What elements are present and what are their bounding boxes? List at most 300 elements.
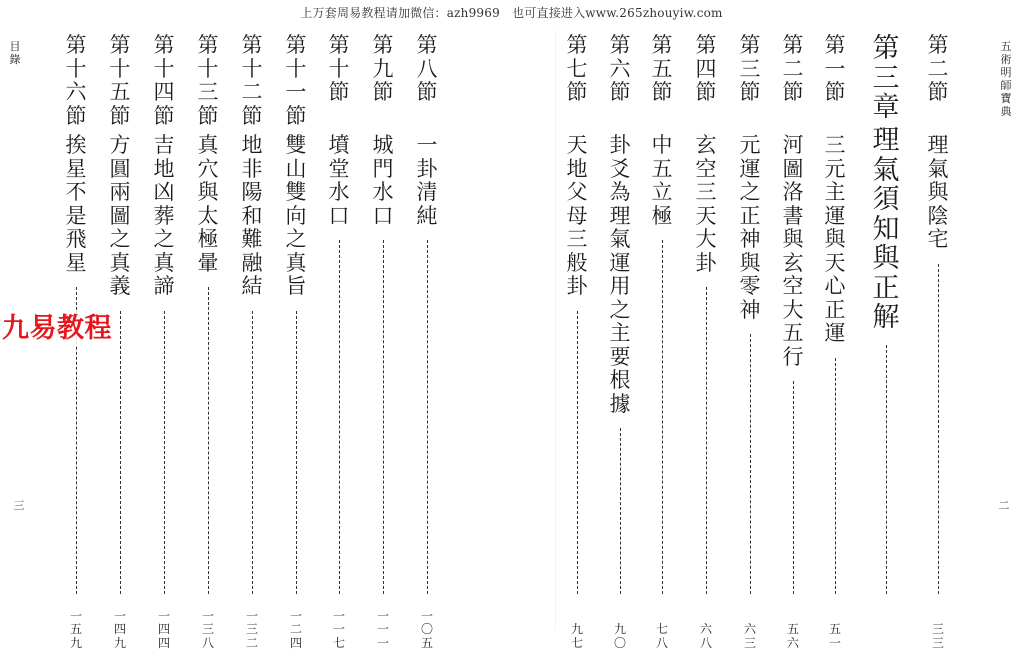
toc-entry[interactable] [689, 34, 723, 654]
section-label [689, 34, 723, 105]
section-title [59, 134, 93, 275]
dotted-leader [427, 240, 428, 594]
glyph: 圓 [109, 156, 131, 181]
glyph: 和 [241, 203, 263, 228]
glyph: 節 [65, 103, 87, 128]
section-title [689, 134, 723, 275]
section-title [560, 134, 594, 299]
glyph: 為 [609, 180, 631, 204]
glyph: 八 [655, 635, 668, 650]
glyph: 一 [828, 635, 841, 650]
page-number [689, 623, 723, 650]
dotted-leader [296, 311, 297, 595]
glyph: 地 [153, 156, 175, 181]
section-title [103, 134, 137, 299]
glyph: 據 [609, 391, 631, 416]
glyph: 知 [872, 213, 900, 245]
glyph: 真 [153, 250, 175, 275]
glyph: 一 [824, 56, 846, 81]
glyph: 空 [695, 156, 717, 181]
glyph: 節 [241, 103, 263, 128]
glyph: 節 [328, 80, 350, 104]
glyph: 目 [9, 40, 21, 53]
section-title [869, 126, 903, 333]
dotted-leader [793, 381, 794, 594]
glyph: 理 [872, 125, 900, 156]
glyph: 一 [289, 608, 302, 623]
glyph: 八 [201, 635, 214, 650]
glyph: 不 [65, 180, 87, 204]
glyph: 三 [13, 499, 25, 512]
glyph: 一 [376, 635, 389, 650]
toc-entry[interactable] [921, 34, 955, 654]
glyph: 錄 [9, 53, 21, 66]
glyph: 第 [328, 33, 350, 57]
glyph: 空 [782, 274, 804, 298]
glyph: 二 [782, 56, 804, 81]
glyph: 根 [609, 368, 631, 392]
glyph: 第 [609, 33, 631, 57]
glyph: 明 [1000, 66, 1012, 79]
glyph: 第 [651, 33, 673, 57]
glyph: 節 [197, 103, 219, 128]
toc-entry[interactable] [366, 34, 400, 654]
left-spine-top [8, 40, 22, 66]
glyph: 一 [416, 133, 438, 157]
glyph: 四 [113, 622, 126, 636]
glyph: 節 [927, 80, 949, 104]
dotted-leader [620, 428, 621, 594]
glyph: 行 [782, 344, 804, 369]
glyph: 七 [655, 622, 668, 636]
section-title [818, 134, 852, 346]
glyph: 三 [739, 56, 761, 81]
glyph: 旨 [285, 274, 307, 298]
glyph: 四 [289, 635, 302, 650]
glyph: 節 [609, 80, 631, 104]
section-label [322, 34, 356, 105]
glyph: 零 [739, 274, 761, 298]
section-label [645, 34, 679, 105]
section-title [410, 134, 444, 228]
toc-entry[interactable] [279, 34, 313, 654]
section-title [235, 134, 269, 299]
glyph: 卦 [609, 133, 631, 157]
glyph: 母 [566, 203, 588, 228]
glyph: 第 [739, 33, 761, 57]
glyph: 三 [197, 80, 219, 104]
page-number [645, 623, 679, 650]
glyph: 般 [566, 250, 588, 275]
glyph: 運 [739, 156, 761, 181]
glyph: 一 [69, 608, 82, 623]
glyph: 爻 [609, 156, 631, 181]
glyph: 六 [609, 56, 631, 81]
glyph: 七 [332, 635, 345, 650]
glyph: 難 [241, 227, 263, 251]
glyph: 挨 [65, 133, 87, 157]
glyph: 玄 [695, 133, 717, 157]
glyph: 洛 [782, 180, 804, 204]
page-number [733, 623, 767, 650]
glyph: 極 [651, 203, 673, 228]
glyph: 六 [65, 80, 87, 104]
glyph: 五 [420, 635, 433, 650]
glyph: 山 [285, 156, 307, 181]
glyph: 星 [65, 156, 87, 181]
glyph: 章 [872, 92, 900, 123]
glyph: 結 [241, 274, 263, 298]
section-label [59, 34, 93, 128]
glyph: 三 [245, 622, 258, 636]
dotted-leader [577, 311, 578, 595]
glyph: 雙 [285, 180, 307, 204]
dotted-leader [252, 311, 253, 595]
glyph: 凶 [153, 180, 175, 204]
glyph: 九 [113, 635, 126, 650]
glyph: 是 [65, 203, 87, 228]
glyph: 十 [197, 56, 219, 81]
glyph: 星 [65, 250, 87, 275]
glyph: 與 [872, 243, 900, 274]
glyph: 元 [824, 156, 846, 181]
glyph: 四 [157, 635, 170, 650]
toc-entry[interactable] [410, 34, 444, 654]
glyph: 第 [782, 33, 804, 57]
glyph: 向 [285, 203, 307, 228]
page-number [921, 623, 955, 650]
section-title [147, 134, 181, 299]
page-number [322, 610, 356, 651]
glyph: 水 [372, 180, 394, 204]
toc-entry[interactable] [235, 34, 269, 654]
section-title [322, 134, 356, 228]
left-page-number [12, 499, 26, 512]
glyph: 清 [416, 180, 438, 204]
glyph: 第 [285, 33, 307, 57]
glyph: 五 [828, 622, 841, 636]
watermark-char: 教 [57, 313, 85, 344]
glyph: 之 [285, 227, 307, 251]
glyph: 元 [739, 133, 761, 157]
glyph: 節 [566, 80, 588, 104]
right-spine-title [999, 40, 1013, 118]
toc-entry[interactable] [322, 34, 356, 654]
glyph: 五 [786, 622, 799, 636]
glyph: 須 [872, 184, 900, 215]
glyph: 與 [927, 180, 949, 204]
page-gutter [555, 30, 556, 630]
glyph: 天 [566, 133, 588, 157]
glyph: 之 [153, 227, 175, 251]
glyph: 十 [65, 56, 87, 81]
page-number [603, 623, 637, 650]
glyph: 第 [372, 33, 394, 57]
glyph: 第 [927, 33, 949, 57]
glyph: 太 [197, 203, 219, 228]
glyph: 節 [285, 103, 307, 128]
glyph: 水 [328, 180, 350, 204]
glyph: 宅 [927, 227, 949, 251]
glyph: 大 [782, 297, 804, 322]
glyph: 正 [824, 297, 846, 322]
glyph: 四 [153, 80, 175, 104]
glyph: 三 [743, 635, 756, 650]
glyph: 雙 [285, 133, 307, 157]
glyph: 八 [416, 56, 438, 81]
toc-entry[interactable] [869, 34, 903, 654]
page-number [776, 623, 810, 650]
toc-entry[interactable] [645, 34, 679, 654]
glyph: 葬 [153, 203, 175, 228]
section-label [147, 34, 181, 128]
glyph: 解 [872, 302, 900, 333]
glyph: 與 [782, 227, 804, 251]
glyph: 真 [197, 133, 219, 157]
glyph: 卦 [416, 156, 438, 181]
glyph: 第 [695, 33, 717, 57]
toc-entry[interactable] [603, 34, 637, 654]
glyph: 第 [416, 33, 438, 57]
glyph: 九 [570, 622, 583, 636]
section-label [279, 34, 313, 128]
toc-entry[interactable] [818, 34, 852, 654]
glyph: 二 [289, 622, 302, 636]
glyph: 神 [739, 227, 761, 251]
glyph: 三 [931, 635, 944, 650]
glyph: 十 [241, 56, 263, 81]
glyph: 一 [201, 608, 214, 623]
glyph: 寶 [1000, 92, 1012, 105]
section-title [776, 134, 810, 369]
section-title [366, 134, 400, 228]
glyph: 五 [782, 321, 804, 345]
glyph: 大 [695, 227, 717, 251]
section-label [921, 34, 955, 105]
section-title [191, 134, 225, 275]
glyph: 六 [743, 622, 756, 636]
glyph: 穴 [197, 156, 219, 181]
section-label [103, 34, 137, 128]
glyph: 六 [786, 635, 799, 650]
dotted-leader [383, 240, 384, 594]
glyph: 一 [332, 622, 345, 636]
dotted-leader [208, 287, 209, 594]
page-number [59, 610, 93, 651]
glyph: 河 [782, 133, 804, 157]
dotted-leader [339, 240, 340, 594]
section-label [191, 34, 225, 128]
dotted-leader [938, 264, 939, 595]
glyph: 三 [872, 62, 900, 94]
toc-entry[interactable] [733, 34, 767, 654]
glyph: 三 [824, 133, 846, 157]
glyph: 與 [824, 227, 846, 251]
glyph: 義 [109, 274, 131, 298]
section-title [921, 134, 955, 252]
glyph: 書 [782, 203, 804, 228]
watermark-char: 九 [2, 313, 30, 344]
glyph: 九 [69, 635, 82, 650]
glyph: 十 [285, 56, 307, 81]
glyph: 三 [931, 622, 944, 636]
section-label [733, 34, 767, 105]
glyph: 二 [245, 635, 258, 650]
section-label [410, 34, 444, 105]
glyph: 節 [109, 103, 131, 128]
glyph: 十 [109, 56, 131, 81]
glyph: 諦 [153, 274, 175, 298]
glyph: 純 [416, 203, 438, 228]
glyph: 二 [927, 56, 949, 81]
section-label [776, 34, 810, 105]
glyph: 第 [872, 33, 900, 64]
glyph: 理 [927, 133, 949, 157]
glyph: 典 [1000, 105, 1012, 118]
toc-entry[interactable] [147, 34, 181, 654]
watermark-char: 易 [29, 313, 57, 344]
glyph: 陽 [241, 180, 263, 204]
right-page-number [997, 499, 1011, 512]
section-label [235, 34, 269, 128]
glyph: 融 [241, 250, 263, 275]
glyph: 卦 [695, 250, 717, 275]
glyph: 天 [695, 203, 717, 228]
glyph: 運 [824, 203, 846, 228]
toc-entry[interactable] [191, 34, 225, 654]
glyph: 節 [372, 80, 394, 104]
glyph: 運 [609, 250, 631, 275]
toc-entry[interactable] [776, 34, 810, 654]
glyph: 一 [245, 608, 258, 623]
glyph: 術 [1000, 53, 1012, 66]
glyph: 吉 [153, 133, 175, 157]
glyph: 第 [241, 33, 263, 57]
section-title [603, 134, 637, 416]
glyph: 之 [609, 297, 631, 322]
glyph: 節 [651, 80, 673, 104]
glyph: 第 [824, 33, 846, 57]
glyph: 一 [420, 608, 433, 623]
glyph: 節 [739, 80, 761, 104]
glyph: 用 [609, 274, 631, 298]
glyph: 正 [739, 203, 761, 228]
section-label [818, 34, 852, 105]
glyph: 第 [153, 33, 175, 57]
glyph: 五 [651, 56, 673, 81]
glyph: 第 [65, 33, 87, 57]
glyph: 圖 [782, 156, 804, 181]
glyph: 之 [739, 180, 761, 204]
glyph: 口 [328, 203, 350, 228]
glyph: 中 [651, 133, 673, 157]
glyph: 師 [1000, 79, 1012, 92]
section-label [603, 34, 637, 105]
glyph: 運 [824, 321, 846, 345]
glyph: 飛 [65, 227, 87, 251]
glyph: 節 [695, 80, 717, 104]
dotted-leader [886, 345, 887, 595]
glyph: 墳 [328, 133, 350, 157]
glyph: 圖 [109, 203, 131, 228]
toc-entry[interactable] [560, 34, 594, 654]
glyph: 二 [998, 499, 1010, 512]
glyph: 節 [416, 80, 438, 104]
glyph: 陰 [927, 203, 949, 228]
dotted-leader [120, 311, 121, 595]
glyph: 一 [332, 608, 345, 623]
glyph: 兩 [109, 180, 131, 204]
section-title [279, 134, 313, 299]
glyph: 卦 [566, 274, 588, 298]
glyph: 主 [609, 321, 631, 345]
dotted-leader [164, 311, 165, 595]
glyph: 一 [376, 608, 389, 623]
glyph: 十 [328, 56, 350, 81]
glyph: 八 [699, 635, 712, 650]
glyph: 三 [695, 180, 717, 204]
glyph: 第 [109, 33, 131, 57]
glyph: 〇 [613, 635, 626, 650]
glyph: 〇 [420, 622, 433, 636]
glyph: 神 [739, 297, 761, 322]
dotted-leader [662, 240, 663, 594]
glyph: 一 [113, 608, 126, 623]
glyph: 九 [372, 56, 394, 81]
glyph: 三 [566, 227, 588, 251]
page-number [147, 610, 181, 651]
glyph: 與 [197, 180, 219, 204]
glyph: 父 [566, 180, 588, 204]
glyph: 七 [566, 56, 588, 81]
dotted-leader [750, 334, 751, 594]
glyph: 第 [566, 33, 588, 57]
glyph: 地 [566, 156, 588, 181]
glyph: 主 [824, 180, 846, 204]
glyph: 節 [824, 80, 846, 104]
contact-banner[interactable]: 上万套周易教程请加微信：azh9969 也可直接进入www.265zhouyiw.com [300, 6, 723, 20]
glyph: 五 [651, 156, 673, 181]
glyph: 節 [782, 80, 804, 104]
watermark-logo [0, 312, 114, 346]
glyph: 堂 [328, 156, 350, 181]
page-number [818, 623, 852, 650]
dotted-leader [706, 287, 707, 594]
glyph: 九 [613, 622, 626, 636]
glyph: 暈 [197, 250, 219, 275]
glyph: 地 [241, 133, 263, 157]
page-number [410, 610, 444, 651]
section-label [366, 34, 400, 105]
section-label [869, 34, 903, 123]
glyph: 十 [153, 56, 175, 81]
glyph: 正 [872, 272, 900, 304]
glyph: 一 [376, 622, 389, 636]
glyph: 真 [109, 250, 131, 275]
page-number [366, 610, 400, 651]
glyph: 理 [609, 203, 631, 228]
dotted-leader [835, 358, 836, 595]
glyph: 氣 [927, 156, 949, 181]
page-number [191, 610, 225, 651]
glyph: 口 [372, 203, 394, 228]
glyph: 四 [157, 622, 170, 636]
watermark-char: 程 [84, 313, 112, 344]
glyph: 節 [153, 103, 175, 128]
glyph: 真 [285, 250, 307, 275]
section-title [645, 134, 679, 228]
glyph: 四 [695, 56, 717, 81]
